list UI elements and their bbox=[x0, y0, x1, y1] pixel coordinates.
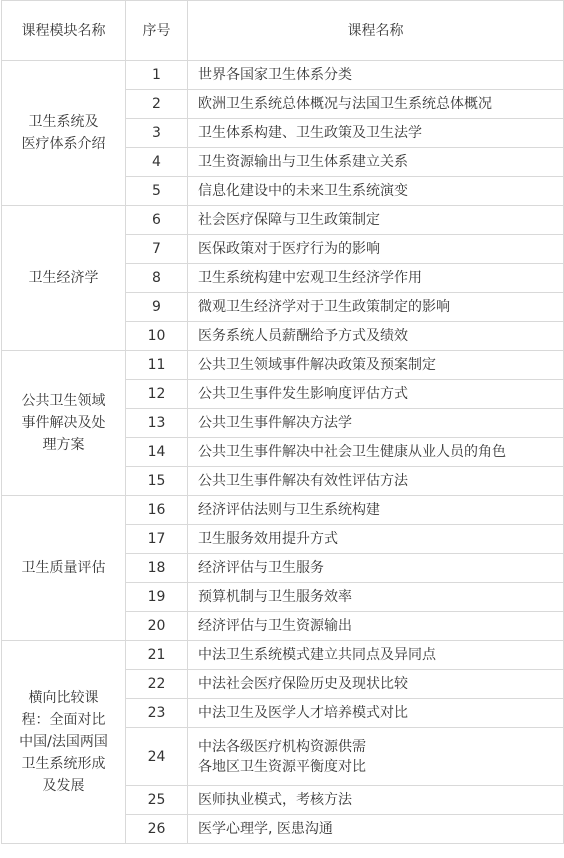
module-name-cell bbox=[2, 351, 126, 496]
course-name: 中法卫生系统模式建立共同点及异同点 bbox=[188, 641, 564, 670]
module-name-line: 卫生经济学 bbox=[28, 270, 99, 286]
header-index: 序号 bbox=[126, 1, 188, 61]
course-name: 公共卫生事件解决方法学 bbox=[188, 409, 564, 438]
course-index: 1 bbox=[126, 61, 188, 90]
module-name-line: 医疗体系介绍 bbox=[21, 136, 106, 152]
course-name: 预算机制与卫生服务效率 bbox=[188, 583, 564, 612]
course-index: 4 bbox=[126, 148, 188, 177]
table-body bbox=[2, 61, 564, 844]
course-name: 医学心理学, 医患沟通 bbox=[188, 815, 564, 844]
module-name-line: 中国/法国两国 bbox=[19, 734, 108, 750]
table-row bbox=[2, 496, 564, 525]
course-name: 卫生服务效用提升方式 bbox=[188, 525, 564, 554]
course-index: 18 bbox=[126, 554, 188, 583]
course-index: 12 bbox=[126, 380, 188, 409]
module-name-line: 卫生系统及 bbox=[28, 114, 99, 130]
course-name: 中法卫生及医学人才培养模式对比 bbox=[188, 699, 564, 728]
module-name-line: 卫生质量评估 bbox=[21, 560, 106, 576]
module-name-cell bbox=[2, 61, 126, 206]
course-index: 26 bbox=[126, 815, 188, 844]
course-index: 7 bbox=[126, 235, 188, 264]
course-index: 25 bbox=[126, 786, 188, 815]
module-name-line: 横向比较课 bbox=[28, 690, 99, 706]
course-name: 中法社会医疗保险历史及现状比较 bbox=[188, 670, 564, 699]
table-row bbox=[2, 641, 564, 670]
course-name: 卫生资源输出与卫生体系建立关系 bbox=[188, 148, 564, 177]
course-name: 信息化建设中的未来卫生系统演变 bbox=[188, 177, 564, 206]
module-name-cell bbox=[2, 206, 126, 351]
course-name: 经济评估法则与卫生系统构建 bbox=[188, 496, 564, 525]
module-name-line: 公共卫生领域 bbox=[21, 393, 106, 409]
course-index: 21 bbox=[126, 641, 188, 670]
header-module: 课程模块名称 bbox=[2, 1, 126, 61]
module-name-line: 事件解决及处 bbox=[21, 415, 106, 431]
course-name: 公共卫生领域事件解决政策及预案制定 bbox=[188, 351, 564, 380]
course-index: 5 bbox=[126, 177, 188, 206]
course-name: 经济评估与卫生服务 bbox=[188, 554, 564, 583]
course-name: 经济评估与卫生资源输出 bbox=[188, 612, 564, 641]
course-index: 17 bbox=[126, 525, 188, 554]
course-name: 卫生系统构建中宏观卫生经济学作用 bbox=[188, 264, 564, 293]
course-index: 23 bbox=[126, 699, 188, 728]
module-name-line: 程：全面对比 bbox=[21, 712, 106, 728]
table-row bbox=[2, 206, 564, 235]
course-index: 10 bbox=[126, 322, 188, 351]
course-name: 公共卫生事件解决有效性评估方法 bbox=[188, 467, 564, 496]
course-name: 医务系统人员薪酬给予方式及绩效 bbox=[188, 322, 564, 351]
course-index: 19 bbox=[126, 583, 188, 612]
course-index: 8 bbox=[126, 264, 188, 293]
course-index: 14 bbox=[126, 438, 188, 467]
course-name: 世界各国家卫生体系分类 bbox=[188, 61, 564, 90]
module-name-line: 及发展 bbox=[42, 778, 85, 794]
course-index: 2 bbox=[126, 90, 188, 119]
table-row bbox=[2, 351, 564, 380]
course-name: 医保政策对于医疗行为的影响 bbox=[188, 235, 564, 264]
header-row bbox=[2, 1, 564, 61]
course-index: 15 bbox=[126, 467, 188, 496]
module-name-line: 理方案 bbox=[42, 437, 85, 453]
course-name: 微观卫生经济学对于卫生政策制定的影响 bbox=[188, 293, 564, 322]
course-index: 22 bbox=[126, 670, 188, 699]
module-name-cell bbox=[2, 496, 126, 641]
header-course-name: 课程名称 bbox=[188, 1, 564, 61]
course-index: 11 bbox=[126, 351, 188, 380]
course-index: 3 bbox=[126, 119, 188, 148]
course-name: 公共卫生事件解决中社会卫生健康从业人员的角色 bbox=[188, 438, 564, 467]
table-row bbox=[2, 61, 564, 90]
course-name: 医师执业模式，考核方法 bbox=[188, 786, 564, 815]
course-name: 社会医疗保障与卫生政策制定 bbox=[188, 206, 564, 235]
course-index: 9 bbox=[126, 293, 188, 322]
module-name-line: 卫生系统形成 bbox=[21, 756, 106, 772]
course-index: 6 bbox=[126, 206, 188, 235]
course-name-line: 各地区卫生资源平衡度对比 bbox=[198, 758, 366, 775]
course-name bbox=[188, 728, 564, 786]
course-table bbox=[1, 0, 564, 844]
course-name: 卫生体系构建、卫生政策及卫生法学 bbox=[188, 119, 564, 148]
course-name: 公共卫生事件发生影响度评估方式 bbox=[188, 380, 564, 409]
course-index: 20 bbox=[126, 612, 188, 641]
module-name-cell bbox=[2, 641, 126, 844]
course-name: 欧洲卫生系统总体概况与法国卫生系统总体概况 bbox=[188, 90, 564, 119]
course-index: 16 bbox=[126, 496, 188, 525]
course-index: 13 bbox=[126, 409, 188, 438]
course-name-line: 中法各级医疗机构资源供需 bbox=[198, 738, 366, 755]
course-index: 24 bbox=[126, 728, 188, 786]
